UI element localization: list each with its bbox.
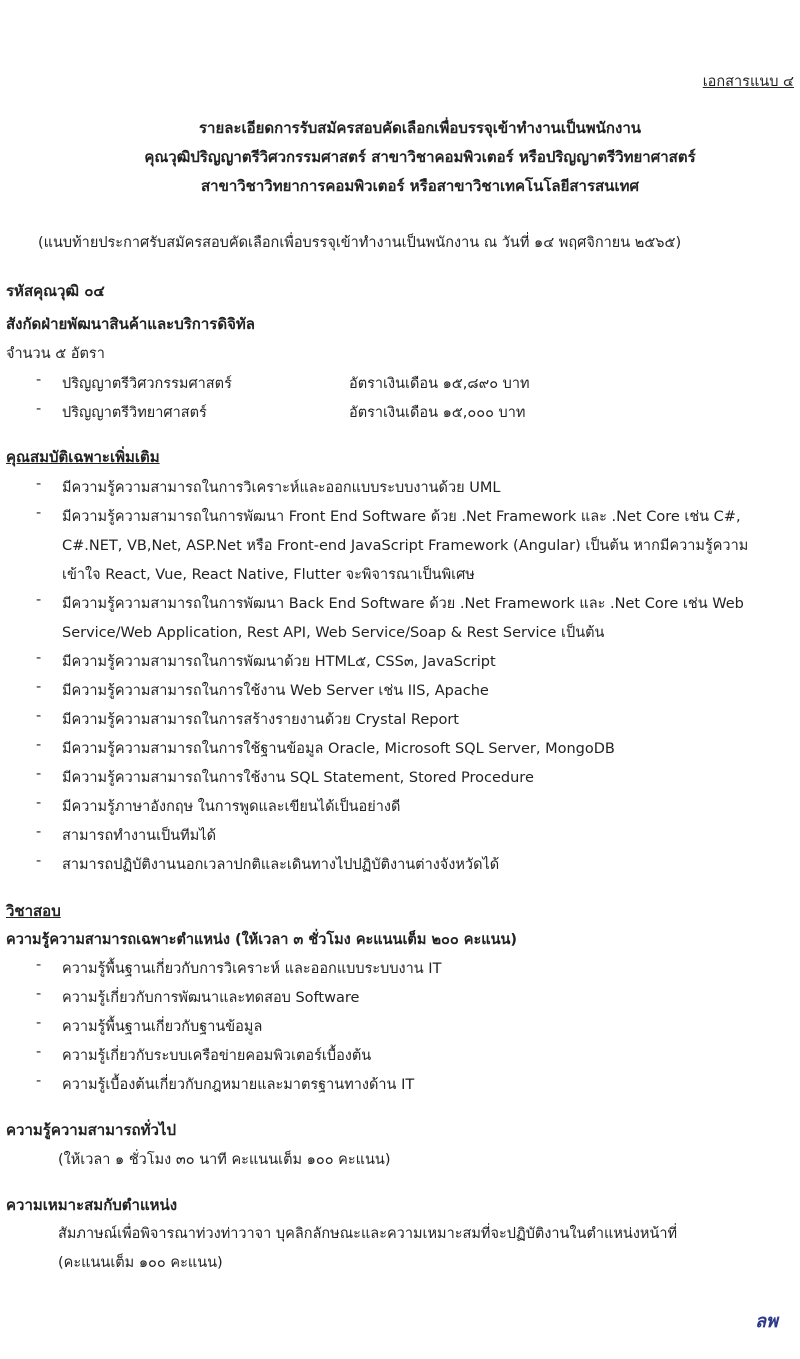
list-item-cont: เข้าใจ React, Vue, React Native, Flutter จะพิจารณาเป็นพิเศษ <box>62 567 475 583</box>
general-exam-heading: ความรู้ความสามารถทั่วไป <box>6 1121 176 1139</box>
degree: ปริญญาตรีวิทยาศาสตร์ <box>62 405 207 421</box>
department: สังกัดฝ่ายพัฒนาสินค้าและบริการดิจิทัล <box>6 315 255 333</box>
degree: ปริญญาตรีวิศวกรรมศาสตร์ <box>62 376 232 392</box>
positions-count: จำนวน ๕ อัตรา <box>6 346 105 362</box>
exam-heading: วิชาสอบ <box>6 902 61 920</box>
suitability-line: (คะแนนเต็ม ๑๐๐ คะแนน) <box>58 1255 223 1271</box>
title-line-2: คุณวุฒิปริญญาตรีวิศวกรรมศาสตร์ สาขาวิชาคอมพิวเตอร์ หรือปริญญาตรีวิทยาศาสตร์ <box>144 148 696 166</box>
document-page: เอกสารแนบ ๔ รายละเอียดการรับสมัครสอบคัดเลือกเพื่อบรรจุเข้าทำงานเป็นพนักงาน คุณวุฒิปริญญาตรีวิศวกรรมศาสตร์ สาขาวิชาคอมพิวเตอร์ หรือปริญญาตรีวิทยาศาสตร์ สาขาวิชาวิทยาการคอมพิวเตอร์ หรือสาขาวิชาเทคโนโลยีสารสนเทศ (แนบท้ายประกาศรับสมัครสอบคัดเลือกเพื่อบรรจุเข้าทำงานเป็นพนักงาน ณ วันที่ ๑๔ พฤศจิกายน ๒๕๖๕) รหัสคุณวุฒิ ๐๔ สังกัดฝ่ายพัฒนาสินค้าและบริการดิจิทัล จำนวน ๕ อัตรา ปริญญาตรีวิศวกรรมศาสตร์ อัตราเงินเดือน ๑๕,๘๙๐ บาท ปริญญาตรีวิทยาศาสตร์ อัตราเงินเดือน ๑๕,๐๐๐ บาท คุณสมบัติเฉพาะเพิ่มเติม มีความรู้ความสามารถในการวิเคราะห์และออกแบบระบบงานด้วย UML มีความรู้ความสามารถในการพัฒนา Front End Software ด้วย .Net Framework และ .Net Core เช่น C#, C#.NET, VB,Net, ASP.Net หรือ Front-end JavaScript Framework (Angular) เป็นต้น หากมีความรู้ความ เข้าใจ React, Vue, React Native, Flutter จะพิจารณาเป็นพิเศษ มีความรู้ความสามารถในการพัฒนา Back End Software ด้วย .Net Framework และ .Net Core เช่น Web Service/Web Application, Rest API, Web Service/Soap & Rest Service เป็นต้น มีความรู้ความสามารถในการพัฒนาด้วย HTML๕, CSS๓, JavaScript มีความรู้ความสามารถในการใช้งาน Web Server เช่น IIS, Apache มีความรู้ความสามารถในการสร้างรายงานด้วย Crystal Report มีความรู้ความสามารถในการใช้ฐานข้อมูล Oracle, Microsoft SQL Server, MongoDB มีความรู้ความสามารถในการใช้งาน SQL Statement, Stored Procedure มีความรู้ภาษาอังกฤษ ในการพูดและเขียนได้เป็นอย่างดี สามารถทำงานเป็นทีมได้ สามารถปฏิบัติงานนอกเวลาปกติและเดินทางไปปฏิบัติงานต่างจังหวัดได้ วิชาสอบ ความรู้ความสามารถเฉพาะตำแหน่ง (ให้เวลา ๓ ชั่วโมง คะแนนเต็ม ๒๐๐ คะแนน) ความรู้พื้นฐานเกี่ยวกับการวิเคราะห์ และออกแบบระบบงาน IT ความรู้เกี่ยวกับการพัฒนาและทดสอบ Software ความรู้พื้นฐานเกี่ยวกับฐานข้อมูล ความรู้เกี่ยวกับระบบเครือข่ายคอมพิวเตอร์เบื้องต้น ความรู้เบื้องต้นเกี่ยวกับกฎหมายและมาตรฐานทางด้าน IT ความรู้ความสามารถทั่วไป (ให้เวลา ๑ ชั่วโมง ๓๐ นาที คะแนนเต็ม ๑๐๐ คะแนน) ความเหมาะสมกับตำแหน่ง สัมภาษณ์เพื่อพิจารณาท่วงท่าวาจา บุคลิกลักษณะและความเหมาะสมที่จะปฏิบัติงานในตำแหน่งหน้าที่ (คะแนนเต็ม ๑๐๐ คะแนน) ลพ <box>0 0 800 1359</box>
title-line-3: สาขาวิชาวิทยาการคอมพิวเตอร์ หรือสาขาวิชาเทคโนโลยีสารสนเทศ <box>201 177 639 195</box>
specific-exam-heading: ความรู้ความสามารถเฉพาะตำแหน่ง (ให้เวลา ๓ ชั่วโมง คะแนนเต็ม ๒๐๐ คะแนน) <box>6 932 518 948</box>
attachment-label: เอกสารแนบ ๔ <box>702 74 794 90</box>
signature-initials: ลพ <box>755 1311 778 1332</box>
salary: อัตราเงินเดือน ๑๕,๘๙๐ บาท <box>349 376 530 392</box>
general-exam-detail: (ให้เวลา ๑ ชั่วโมง ๓๐ นาที คะแนนเต็ม ๑๐๐ คะแนน) <box>58 1152 391 1168</box>
suitability-heading: ความเหมาะสมกับตำแหน่ง <box>6 1196 178 1214</box>
annex-note: (แนบท้ายประกาศรับสมัครสอบคัดเลือกเพื่อบรรจุเข้าทำงานเป็นพนักงาน ณ วันที่ ๑๔ พฤศจิกายน ๒๕๖๕) <box>38 235 682 251</box>
extra-qualifications-heading: คุณสมบัติเฉพาะเพิ่มเติม <box>6 448 160 466</box>
suitability-line: สัมภาษณ์เพื่อพิจารณาท่วงท่าวาจา บุคลิกลักษณะและความเหมาะสมที่จะปฏิบัติงานในตำแหน่งหน้าที่ <box>58 1226 678 1242</box>
list-item-cont: Service/Web Application, Rest API, Web Service/Soap & Rest Service เป็นต้น <box>62 625 605 641</box>
qualification-code: รหัสคุณวุฒิ ๐๔ <box>6 282 105 300</box>
salary: อัตราเงินเดือน ๑๕,๐๐๐ บาท <box>349 405 526 421</box>
list-item-cont: C#.NET, VB,Net, ASP.Net หรือ Front-end JavaScript Framework (Angular) เป็นต้น หากมีความรู้ความ <box>62 538 749 554</box>
title-line-1: รายละเอียดการรับสมัครสอบคัดเลือกเพื่อบรรจุเข้าทำงานเป็นพนักงาน <box>198 119 642 137</box>
